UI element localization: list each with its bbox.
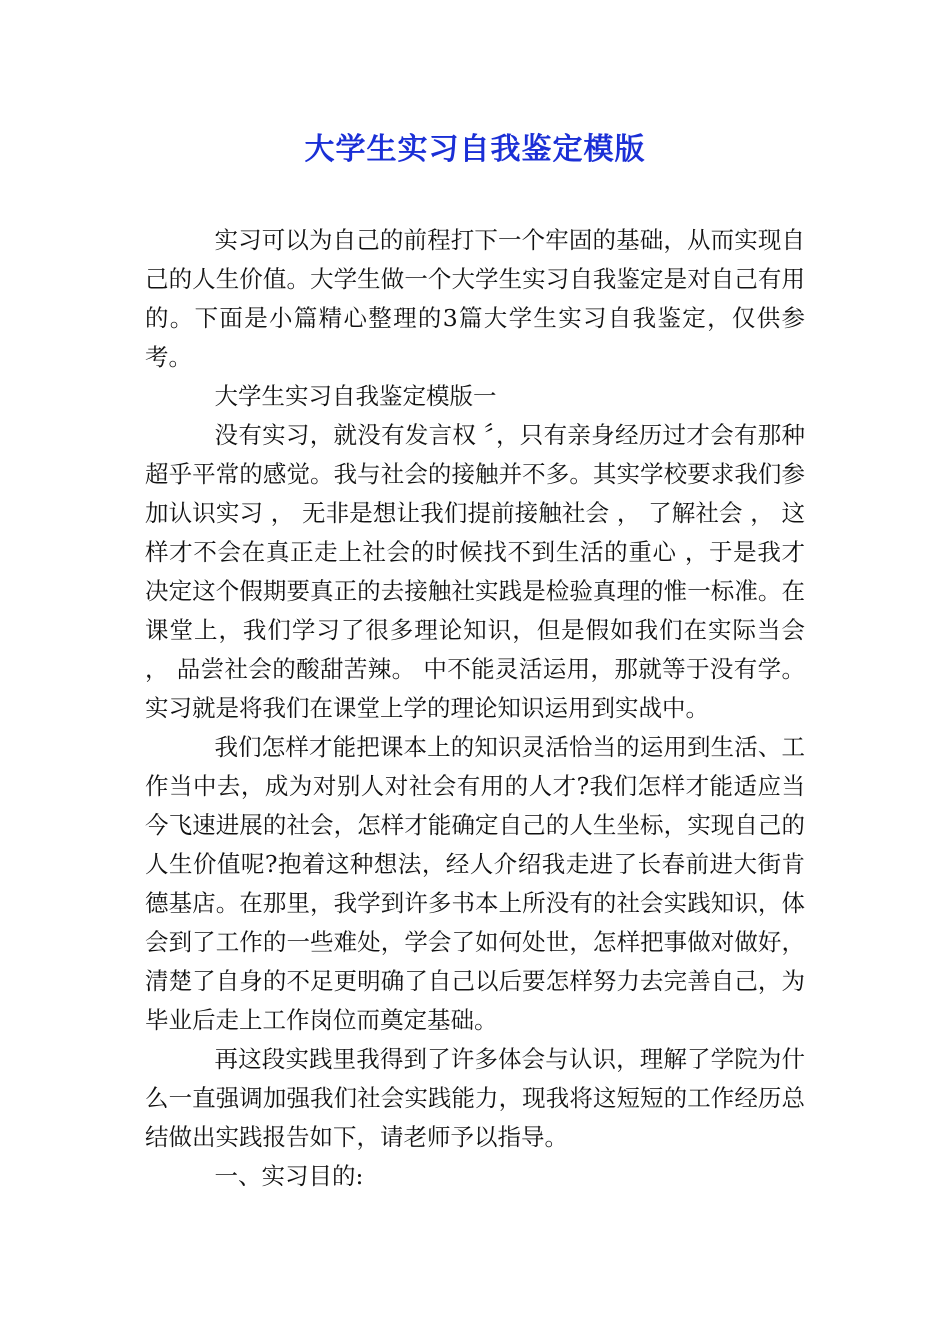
subsection-heading: 一、实习目的:	[214, 1162, 364, 1190]
paragraph: 没有实习，就没有发言权 〞，只有亲身经历过才会有那种超乎平常的感觉。我与社会的接触并不多。其实学校要求我们参加认识实习 ， 无非是想让我们提前接触社会 ， 了解社会 ， 这样才不会在真正走上社会的时候找不到生活的重心 ，于是我才决定这个假期要真正的去接触社实践是检验真理的惟一标准。在课堂上，我们学习了很多理论知识，但是假如我们在实际当会 ， 品尝社会的酸甜苦辣。 中不能灵活运用，那就等于没有学。实习就是将我们在课堂上学的理论知识运用到实战中。	[145, 421, 805, 722]
document-body	[145, 221, 805, 1196]
paragraph: 再这段实践里我得到了许多体会与认识，理解了学院为什么一直强调加强我们社会实践能力，现我将这短短的工作经历总结做出实践报告如下，请老师予以指导。	[145, 1045, 805, 1151]
document-title: 大学生实习自我鉴定模版	[304, 132, 646, 167]
paragraph-intro: 实习可以为自己的前程打下一个牢固的基础，从而实现自己的人生价值。大学生做一个大学生实习自我鉴定是对自己有用的。下面是小篇精心整理的3篇大学生实习自我鉴定，仅供参考。	[145, 226, 805, 371]
paragraph: 我们怎样才能把课本上的知识灵活恰当的运用到生活、工作当中去，成为对别人对社会有用的人才?我们怎样才能适应当今飞速进展的社会，怎样才能确定自己的人生坐标，实现自己的人生价值呢?抱着这种想法，经人介绍我走进了长春前进大街肯德基店。在那里，我学到许多书本上所没有的社会实践知识，体会到了工作的一些难处，学会了如何处世，怎样把事做对做好，清楚了自身的不足更明确了自己以后要怎样努力去完善自己，为毕业后走上工作岗位而奠定基础。	[145, 733, 805, 1034]
section-heading: 大学生实习自我鉴定模版一	[214, 382, 497, 410]
